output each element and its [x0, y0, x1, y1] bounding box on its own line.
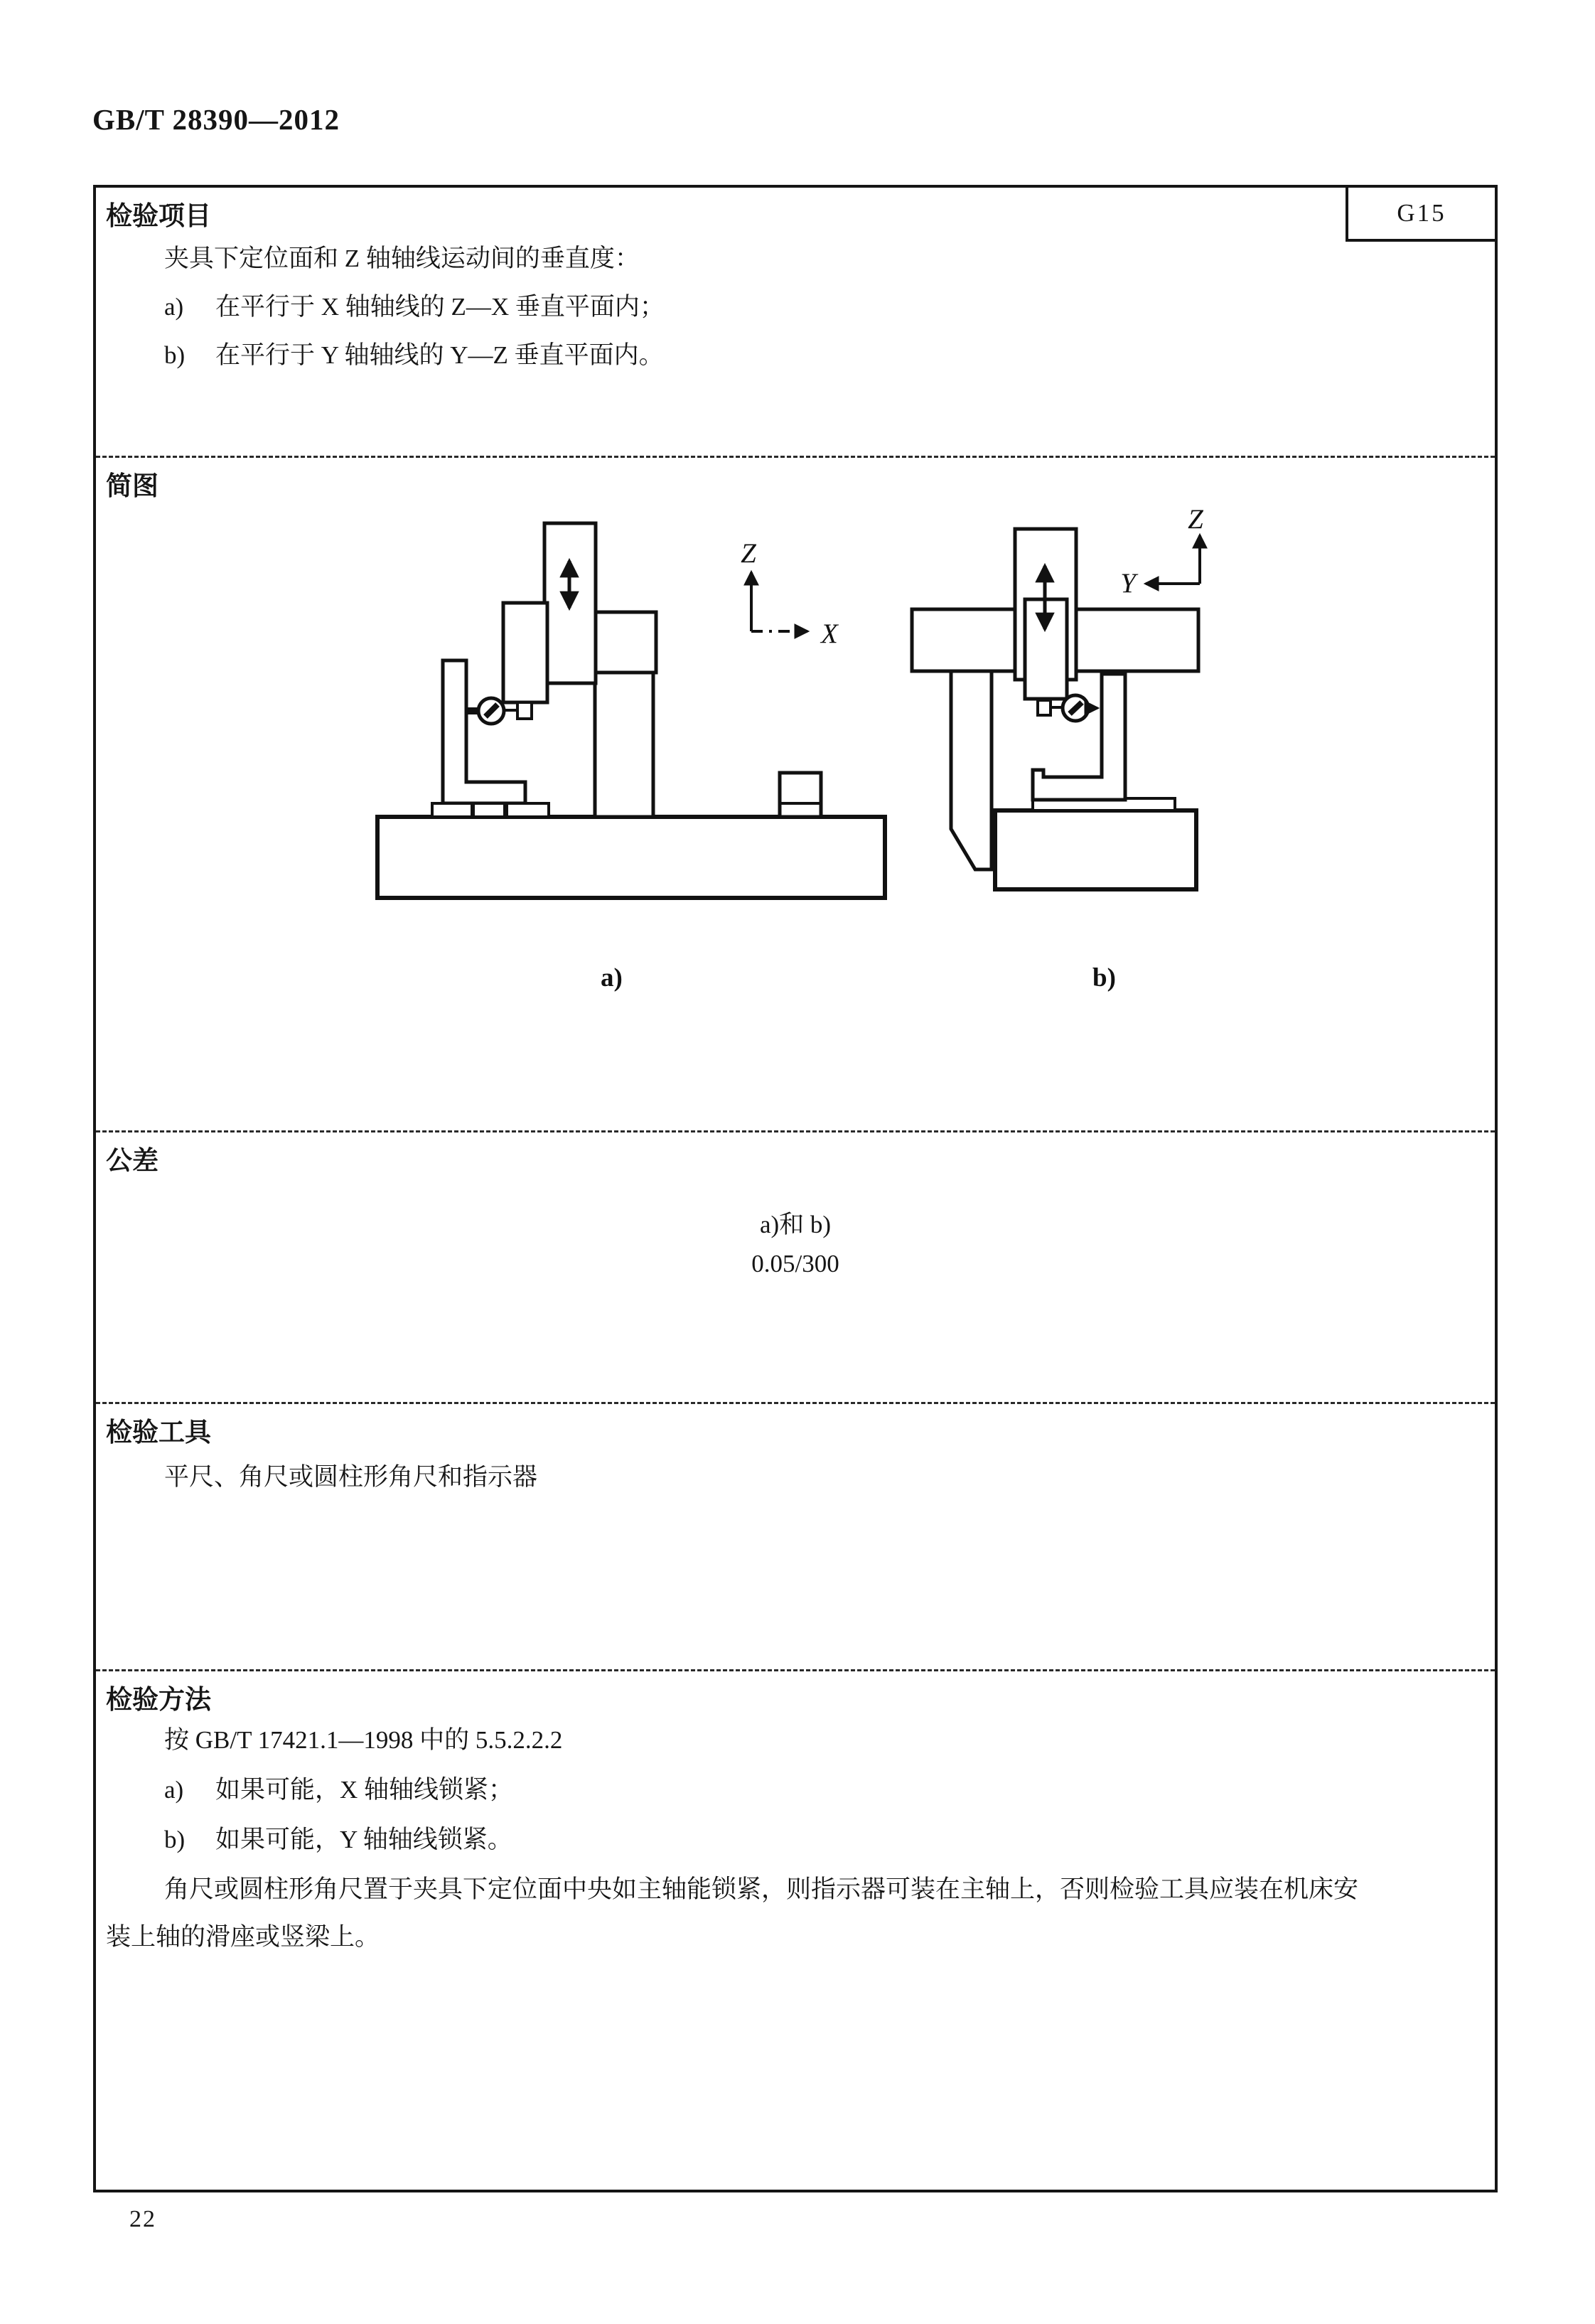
method-intro: 按 GB/T 17421.1—1998 中的 5.5.2.2.2: [164, 1726, 563, 1754]
figure-b: [912, 504, 1204, 992]
section-label: 检验项目: [106, 202, 211, 231]
machine-base-a: [377, 817, 885, 898]
tools-text: 平尺、角尺或圆柱形角尺和指示器: [164, 1463, 538, 1491]
column-a: [595, 673, 653, 817]
base-pad: [507, 803, 549, 817]
machine-diagrams: [96, 458, 1495, 1130]
x-axis-label: X: [821, 619, 838, 649]
tolerance-value: 0.05/300: [751, 1250, 839, 1278]
section-label: 检验工具: [106, 1418, 211, 1447]
section-diagram: [96, 456, 1495, 1130]
machine-base-b: [995, 810, 1196, 889]
column-head-a: [595, 612, 656, 673]
method-item-b: [164, 1826, 1495, 1854]
item-marker: a): [164, 293, 184, 321]
method-paragraph-line1: 角尺或圆柱形角尺置于夹具下定位面中央如主轴能锁紧，则指示器可装在主轴上，否则检验工具应装在机床安: [164, 1875, 1359, 1903]
section-label: 简图: [106, 472, 159, 501]
method-paragraph-line2: 装上轴的滑座或竖梁上。: [106, 1923, 380, 1951]
method-item-a: [164, 1776, 1495, 1804]
z-axis-label: Z: [1188, 504, 1203, 535]
workpiece-block-a: [780, 773, 821, 817]
figure-a: [377, 523, 885, 992]
item-marker: a): [164, 1776, 184, 1804]
doc-code: GB/T 28390—2012: [92, 103, 340, 136]
figure-a-label: a): [601, 963, 623, 992]
inspection-sheet-table: [93, 185, 1498, 2192]
item-text: 在平行于 Y 轴轴线的 Y—Z 垂直平面内。: [215, 341, 664, 369]
z-axis-label: Z: [741, 538, 756, 569]
page-number: 22: [129, 2206, 156, 2232]
section-tolerance: [96, 1130, 1495, 1402]
item-marker: b): [164, 341, 186, 369]
indicator-holder-a: [517, 702, 532, 719]
indicator-holder-b: [1038, 700, 1051, 715]
figure-b-label: b): [1092, 963, 1116, 992]
carriage-a: [503, 603, 547, 702]
item-text: 如果可能，X 轴轴线锁紧；: [215, 1776, 514, 1804]
inspection-intro: 夹具下定位面和 Z 轴轴线运动间的垂直度：: [164, 245, 640, 272]
section-method: [96, 1669, 1495, 2190]
column-b: [951, 671, 992, 869]
item-marker: b): [164, 1826, 186, 1853]
tolerance-scope: a)和 b): [759, 1211, 832, 1238]
base-pad: [432, 803, 472, 817]
section-label: 公差: [106, 1147, 159, 1176]
inspection-item-b: [164, 341, 1495, 370]
inspection-item-a: [164, 293, 1495, 321]
base-pad: [473, 803, 505, 817]
section-inspection-item: [96, 188, 1495, 456]
item-text: 在平行于 X 轴轴线的 Z—X 垂直平面内；: [215, 293, 665, 321]
section-tools: [96, 1402, 1495, 1669]
item-code: G15: [1397, 199, 1446, 227]
item-text: 如果可能，Y 轴轴线锁紧。: [215, 1826, 512, 1853]
section-label: 检验方法: [106, 1686, 211, 1715]
y-axis-label: Y: [1120, 568, 1136, 599]
